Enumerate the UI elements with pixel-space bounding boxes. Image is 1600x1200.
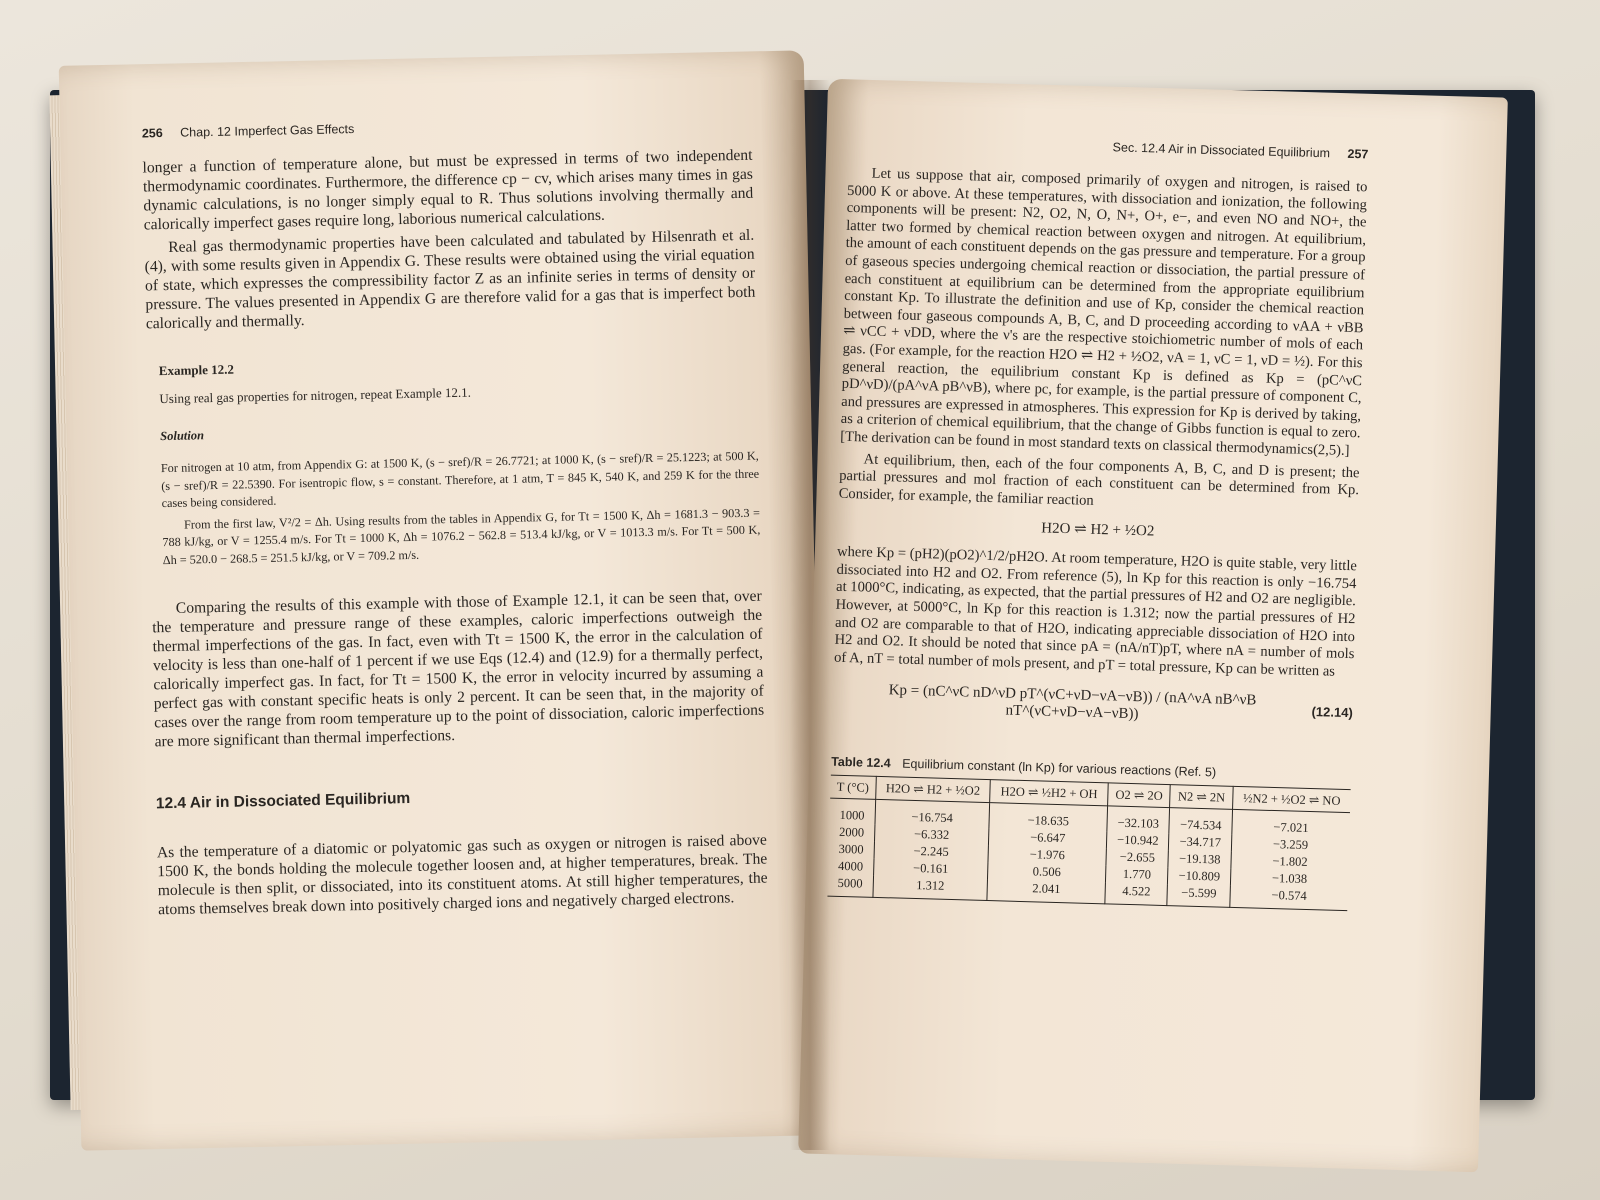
right-paragraph-1: Let us suppose that air, composed primarily of oxygen and nitrogen, is raised to 5000 K or above. At these temperatures, with dissociation and ionization, the following components will be present: N2, O2, N, O, N+, O+, e−, and even NO and NO+, the latter two formed by chemical reaction between oxygen and nitrogen. At equilibrium, the amount of each constituent depends on the gas pressure and temperature. For a group of gaseous species undergoing chemical reaction or dissociation, the partial pressure of each constituent at equilibrium can be determined from the appropriate equilibrium constant Kp. To illustrate the definition and use of Kp, consider the chemical reaction between four gaseous compounds A, B, C, and D proceeding according to νAA + νBB ⇌ νCC + νDD, where the ν's are the respective stoichiometric number of mols of each gas. (For example, for the reaction H2O ⇌ H2 + ½O2, νA = 1, νC = 1, νD = ½). For this general reaction, the equilibrium constant Kp is defined as Kp = (pC^νC pD^νD)/(pA^νA pB^νB), where pc, for example, is the partial pressure of component C, and pressures are expressed in atmospheres. This expression for Kp is derived by taking, as a criterion of chemical equilibrium, that the change of Gibbs function is equal to zero. [The derivation can be found in most standard texts on classical thermodynamics(2,5).] xyxy=(840,165,1368,459)
left-running-title: Chap. 12 Imperfect Gas Effects xyxy=(180,122,355,140)
book-gutter-shadow xyxy=(790,80,830,1150)
solution-label: Solution xyxy=(160,428,205,444)
table-caption-text: Equilibrium constant (ln Kp) for various reactions (Ref. 5) xyxy=(901,757,1217,780)
comparison-paragraph: Comparing the results of this example with those of Example 12.1, it can be seen that, over the temperature and pressure range of these examples, caloric imperfections outweigh the thermal imperfections of the gas. In fact, even with Tt = 1500 K, the error in the calculation of velocity is less than one-half of 1 percent if we use Eqs (12.4) and (12.9) for a thermally perfect, calorically imperfect gas. In fact, for Tt = 1500 K, the error in velocity incurred by assuming a perfect gas with constant specific heats is only 2 percent. It can be seen that, in the majority of cases over the range from room temperature up to the point of dissociation, caloric imperfections are more significant than thermal imperfections. xyxy=(152,587,765,751)
table-cell: −19.138 xyxy=(1168,851,1231,870)
table-cell: 4000 xyxy=(828,858,874,876)
reaction-equation: H2O ⇌ H2 + ½O2 xyxy=(1041,520,1155,540)
table-cell: −0.574 xyxy=(1230,886,1348,911)
equation-12-14: Kp = (nC^νC nD^νD pT^(νC+νD−νA−νB)) / (nA^νA nB^νB nT^(νC+νD−νA−νB)) xyxy=(888,682,1257,723)
table-cell: 4.522 xyxy=(1105,883,1168,906)
table-cell: 1.770 xyxy=(1105,866,1168,885)
table-cell: −6.332 xyxy=(874,825,989,845)
equilibrium-constant-table xyxy=(827,775,1350,911)
table-cell: −2.245 xyxy=(874,842,989,862)
table-cell: 2.041 xyxy=(987,879,1105,904)
right-page-number: 257 xyxy=(1347,146,1369,162)
table-cell: −1.802 xyxy=(1272,854,1308,870)
table-cell: 3000 xyxy=(829,841,875,859)
section-paragraph: As the temperature of a diatomic or polyatomic gas such as oxygen or nitrogen is raised above 1500 K, the bonds holding the molecule together loosen and, at higher temperatures, break. The molecule is then split, or dissociated, into its constituent atoms. At still higher temperatures, the atoms themselves break down into positively charged ions and negatively charged electrons. xyxy=(156,831,768,919)
table-cell: 2000 xyxy=(829,824,875,842)
table-cell: −1.038 xyxy=(1271,871,1308,887)
left-paragraph-2: Real gas thermodynamic properties have been calculated and tabulated by Hilsenrath et al.(4), with some results given in Appendix G. These results were obtained using the virial equation of state, which expresses the compressibility factor Z as an infinite series in terms of density or pressure. The values presented in Appendix G are therefore valid for a gas that is imperfect both calorically and thermally. xyxy=(144,226,756,333)
header-reaction-3: O2 ⇌ 2O xyxy=(1108,783,1171,808)
table-cell: −74.534 xyxy=(1169,808,1232,835)
table-cell: −18.635 xyxy=(989,803,1107,832)
table-cell: −0.161 xyxy=(873,859,988,879)
example-title: Example 12.2 xyxy=(158,361,235,379)
example-question: Using real gas properties for nitrogen, repeat Example 12.1. xyxy=(159,384,472,407)
table-cell: −16.754 xyxy=(875,800,990,829)
table-cell: 1.312 xyxy=(873,876,988,901)
header-reaction-2: H2O ⇌ ½H2 + OH xyxy=(990,780,1108,806)
left-page-number: 256 xyxy=(141,126,163,141)
table-cell: −34.717 xyxy=(1169,834,1232,853)
equation-12-14-row xyxy=(833,681,1354,730)
table-cell: 5000 xyxy=(827,875,873,898)
table-cell: −7.021 xyxy=(1273,820,1309,836)
table-cell: −3.259 xyxy=(1272,837,1309,853)
table-cell: −10.942 xyxy=(1106,832,1169,851)
table-cell: −2.655 xyxy=(1106,849,1169,868)
header-reaction-4: N2 ⇌ 2N xyxy=(1170,785,1233,810)
table-cell: −5.599 xyxy=(1167,885,1230,908)
table-cell: −10.809 xyxy=(1168,868,1231,887)
right-page-content xyxy=(827,133,1368,912)
table-cell: −6.647 xyxy=(989,829,1107,849)
table-cell: −32.103 xyxy=(1107,806,1170,833)
right-paragraph-2: At equilibrium, then, each of the four components A, B, C, and D is present; the partial pressures and mol fraction of each constituent can be determined from Kp. Consider, for example, the familiar reaction xyxy=(838,450,1360,509)
table-cell: −1.976 xyxy=(988,846,1106,866)
left-paragraph-1: longer a function of temperature alone, but must be expressed in terms of two independent thermodynamic coordinates. Furthermore, the difference cp − cv, which arises many times in gas dynamic calculations, is no longer simply equal to R. Thus solutions involving thermally and calorically imperfect gases require long, laborious numerical calculations. xyxy=(142,146,754,234)
table-cell: 1000 xyxy=(829,799,875,826)
equation-number: (12.14) xyxy=(1311,703,1353,721)
right-running-title: Sec. 12.4 Air in Dissociated Equilibrium xyxy=(1112,140,1331,161)
solution-paragraph-2: From the first law, V²/2 = Δh. Using results from the tables in Appendix G, for Tt = 1500 K, Δh = 1681.3 − 903.3 = 788 kJ/kg, or V = 1255.4 m/s. For Tt = 1000 K, Δh = 1076.2 − 562.8 = 513.4 kJ/kg, or V = 1013.3 m/s. For Tt = 500 K, Δh = 520.0 − 268.5 = 251.5 kJ/kg, or V = 709.2 m/s. xyxy=(162,505,761,567)
header-reaction-5: ½N2 + ½O2 ⇌ NO xyxy=(1232,787,1350,813)
table-cell: 0.506 xyxy=(988,863,1106,883)
header-reaction-1: H2O ⇌ H2 + ½O2 xyxy=(875,777,990,803)
solution-paragraph-1: For nitrogen at 10 atm, from Appendix G: at 1500 K, (s − sref)/R = 26.7721; at 1000 K, (s − sref)/R = 25.1223; at 500 K, (s − sref)/R = 22.5390. For isentropic flow, s = constant. Therefore, at 1 atm, T = 845 K, 540 K, and 259 K for the three cases being considered. xyxy=(160,448,760,511)
right-paragraph-3: where Kp = (pH2)(pO2)^1/2/pH2O. At room temperature, H2O is quite stable, very little dissociated into H2 and O2. From reference (5), ln Kp for this reaction is only −16.754 at 1000°C, indicating, as expected, that the partial pressures of H2 and O2 are negligible. However, at 5000°C, ln Kp for this reaction is 1.312; now the partial pressures of H2 and O2 are comparable to that of H2O, indicating appreciable dissociation of H2O into H2 and O2. It should be noted that since pA = (nA/nT)pT, where nA = number of mols of A, nT = total number of mols present, and pT = total pressure, Kp can be written as xyxy=(833,544,1358,680)
header-temperature: T (°C) xyxy=(830,776,876,800)
section-heading: 12.4 Air in Dissociated Equilibrium xyxy=(155,790,411,813)
left-page-content xyxy=(142,114,769,924)
table-label: Table 12.4 xyxy=(831,755,891,771)
